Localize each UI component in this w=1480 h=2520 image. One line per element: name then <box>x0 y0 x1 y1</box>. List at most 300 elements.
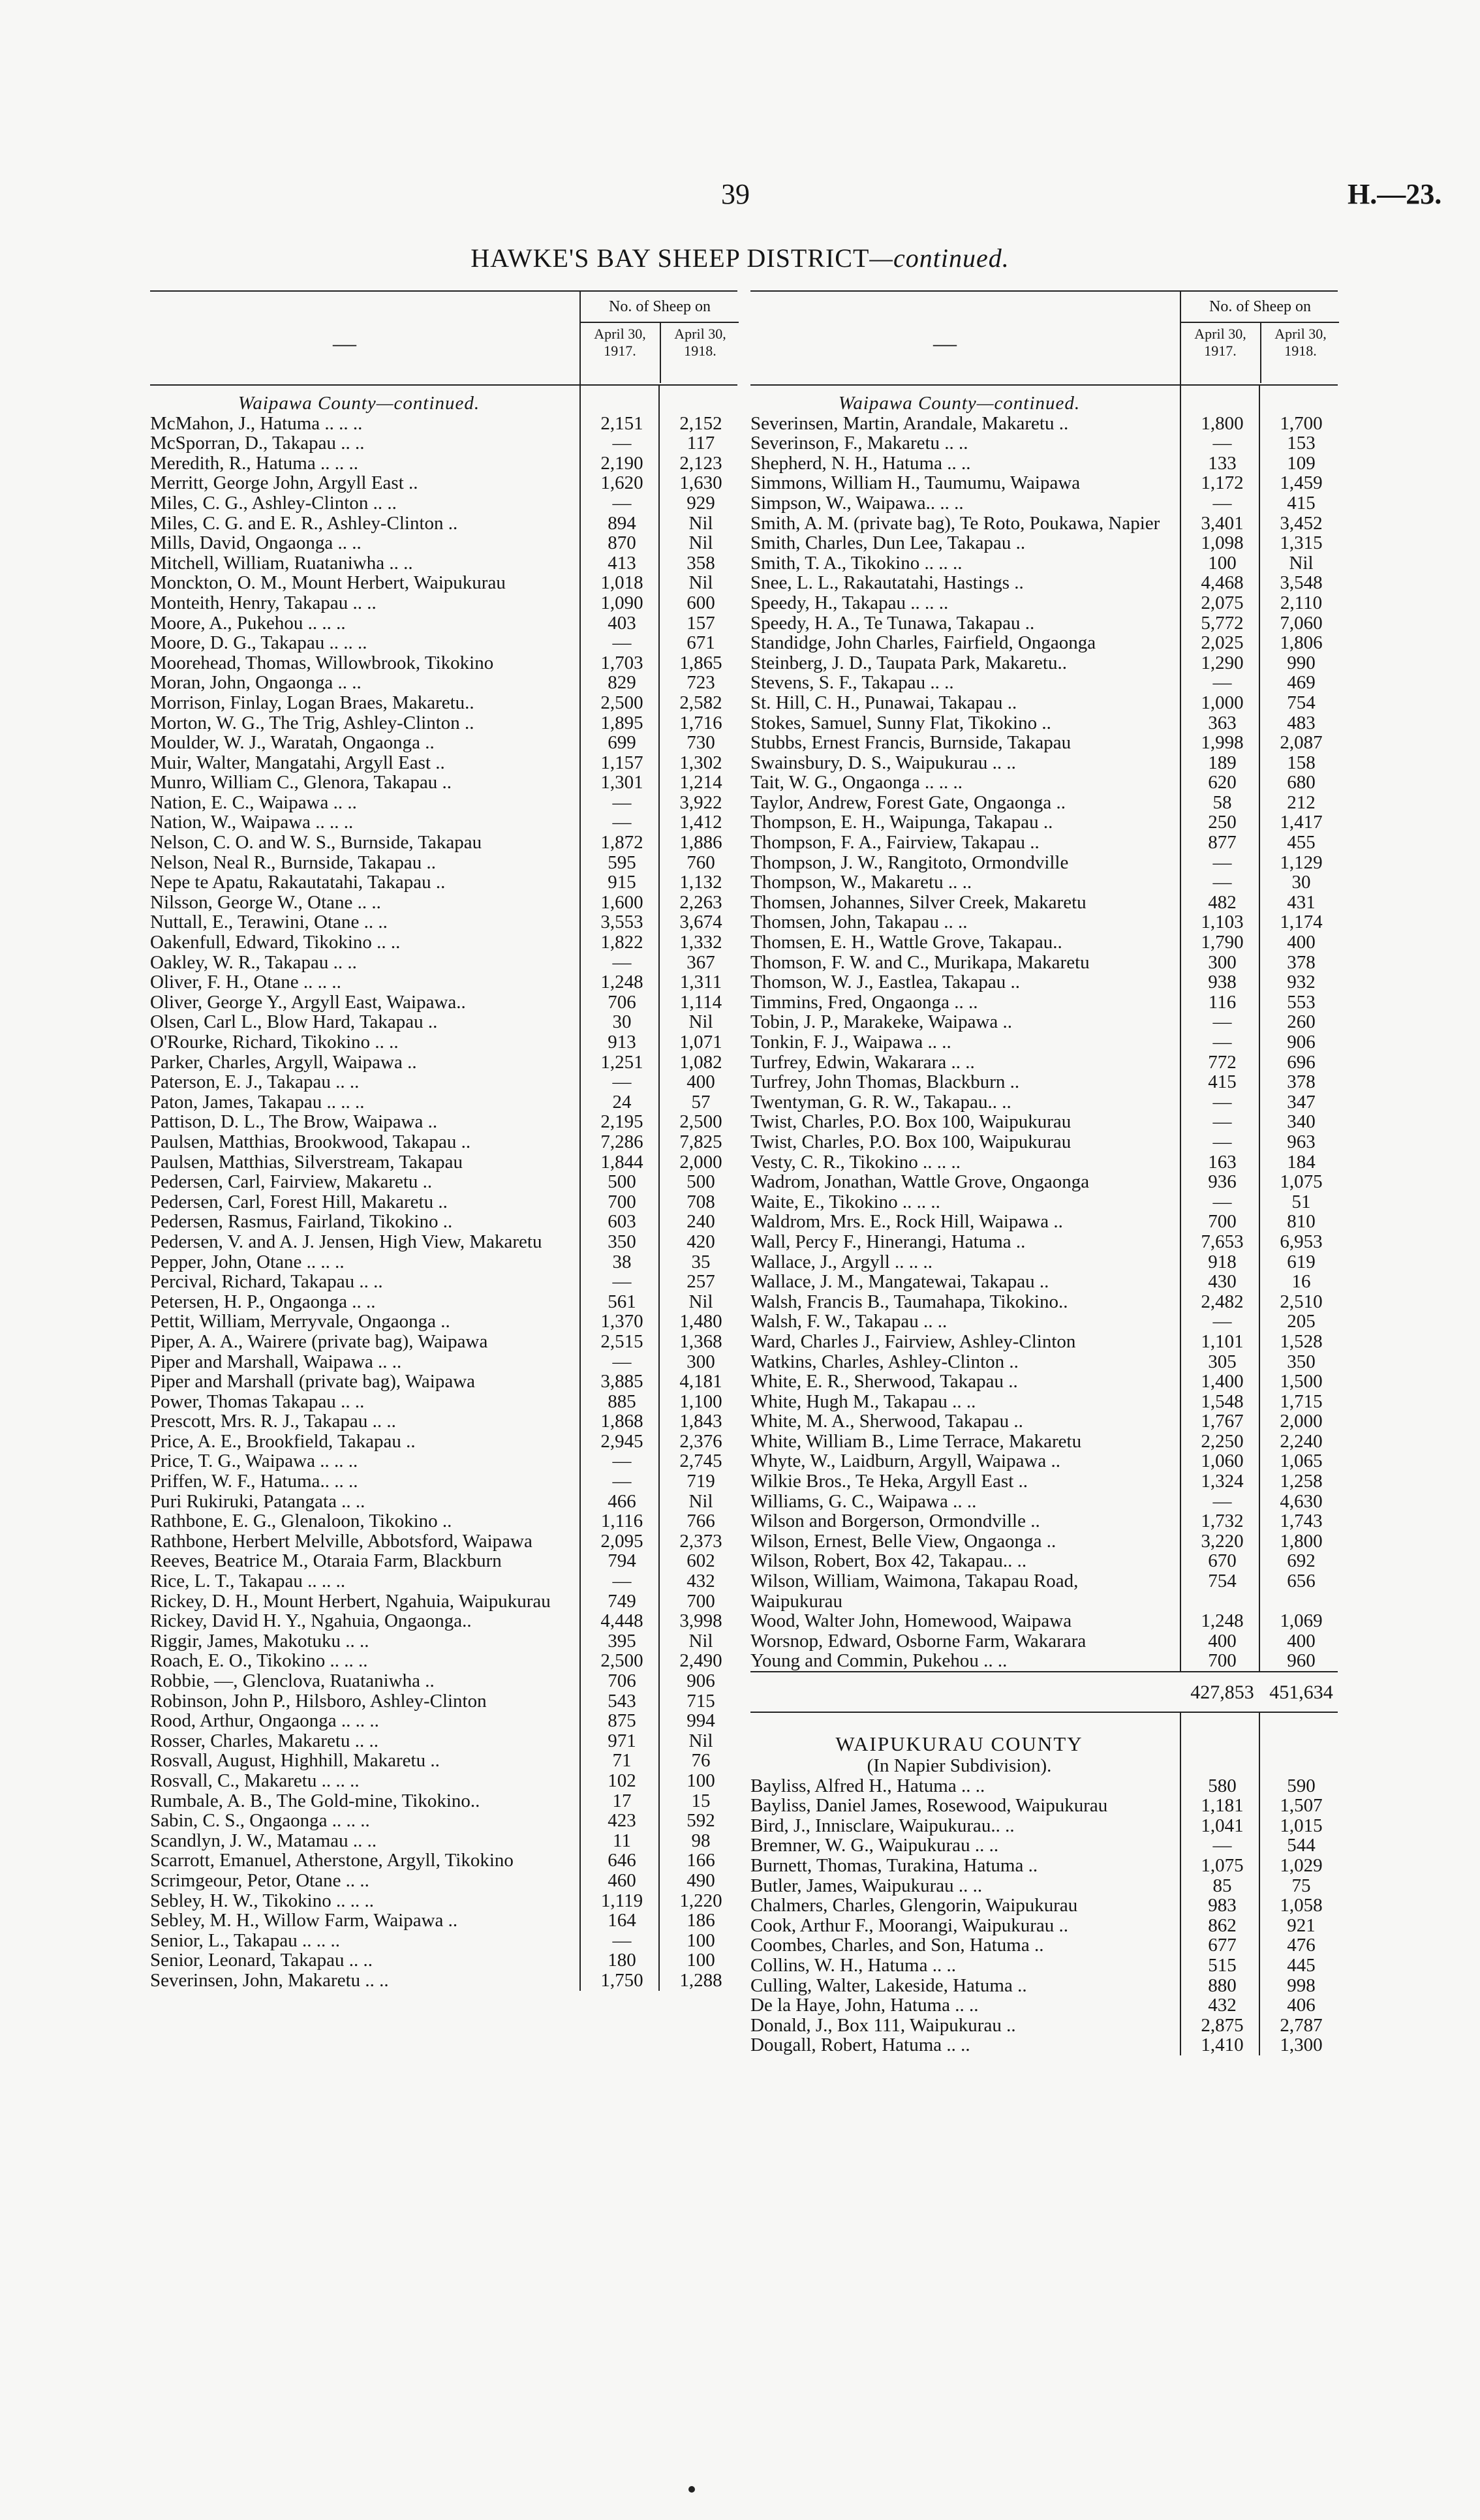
sheep-1918: 963 <box>1287 1131 1316 1152</box>
owner-name: Bayliss, Daniel James, Rosewood, Waipukurau <box>750 1795 1108 1817</box>
table-row <box>750 433 1338 453</box>
sheep-1918: 186 <box>686 1910 715 1931</box>
table-row <box>150 713 737 733</box>
sheep-1917: 1,750 <box>600 1969 643 1991</box>
table-row <box>750 1152 1338 1173</box>
sheep-1917: 85 <box>1212 1875 1232 1896</box>
table-row <box>750 1651 1338 1671</box>
sheep-1918: 406 <box>1287 1995 1316 2016</box>
sheep-1918: 592 <box>686 1810 715 1832</box>
table-row <box>150 1631 737 1652</box>
page-number: 39 <box>721 178 750 210</box>
sheep-1917: 1,324 <box>1201 1471 1244 1492</box>
sheep-1918: 257 <box>686 1271 715 1293</box>
sheep-1918: 109 <box>1287 452 1316 474</box>
sheep-1917: — <box>1212 1091 1232 1113</box>
sheep-1918: 1,743 <box>1280 1511 1323 1532</box>
owner-name: Monckton, O. M., Mount Herbert, Waipukurau <box>150 572 506 594</box>
table-row <box>750 1551 1338 1571</box>
owner-name: Mitchell, William, Ruataniwha .. .. <box>150 552 413 574</box>
owner-name: Oakenfull, Edward, Tikokino .. .. <box>150 932 401 953</box>
table-row <box>750 1172 1338 1192</box>
table-row <box>150 1851 737 1871</box>
owner-name: St. Hill, C. H., Punawai, Takapau .. <box>750 692 1017 713</box>
sheep-1918: 602 <box>686 1550 715 1572</box>
table-row <box>150 1871 737 1891</box>
owner-name: Tobin, J. P., Marakeke, Waipawa .. <box>750 1011 1013 1033</box>
table-row <box>150 1811 737 1831</box>
sheep-1918: 1,214 <box>679 772 722 793</box>
owner-name: Paulsen, Matthias, Silverstream, Takapau <box>150 1151 463 1173</box>
table-row <box>750 932 1338 953</box>
total-row <box>750 1671 1338 1713</box>
sheep-1918: 1,258 <box>1280 1471 1323 1492</box>
sheep-label: No. of Sheep on <box>581 292 739 323</box>
table-row <box>150 1152 737 1173</box>
sheep-1917: 1,172 <box>1201 472 1244 494</box>
owner-name: Worsnop, Edward, Osborne Farm, Wakarara <box>750 1630 1087 1652</box>
table-row <box>750 1976 1338 1996</box>
sheep-1917: — <box>612 1451 632 1472</box>
sheep-1917: 794 <box>608 1550 636 1572</box>
table-row <box>750 773 1338 793</box>
sheep-1918: 2,087 <box>1280 732 1323 754</box>
sheep-1918: 3,452 <box>1280 512 1323 534</box>
sheep-1918: 590 <box>1287 1775 1316 1796</box>
sheep-1917: 1,895 <box>600 712 643 733</box>
sheep-1917: 646 <box>608 1850 636 1871</box>
sheep-1917: 543 <box>608 1690 636 1712</box>
table-row <box>150 1192 737 1212</box>
table-row <box>150 1551 737 1571</box>
sheep-1917: 400 <box>1208 1630 1237 1652</box>
sheep-1917: 1,119 <box>600 1890 643 1911</box>
sheep-1918: 1,507 <box>1280 1795 1323 1817</box>
owner-name: Turfrey, John Thomas, Blackburn .. <box>750 1071 1020 1093</box>
owner-name: Butler, James, Waipukurau .. .. <box>750 1875 983 1896</box>
owner-name: Turfrey, Edwin, Wakarara .. .. <box>750 1051 975 1073</box>
owner-name: Williams, G. C., Waipawa .. .. <box>750 1490 977 1512</box>
sheep-1917: 1,075 <box>1201 1854 1244 1876</box>
table-row <box>150 812 737 833</box>
owner-name: Morton, W. G., The Trig, Ashley-Clinton .. <box>150 712 474 733</box>
owner-name: Nilsson, George W., Otane .. .. <box>150 891 381 913</box>
sheep-1918: 117 <box>686 433 715 454</box>
sheep-1918: 619 <box>1287 1251 1316 1272</box>
waipukurau-table-body <box>750 1713 1338 2055</box>
table-row <box>150 1272 737 1292</box>
table-row <box>150 1950 737 1971</box>
sheep-1917: 403 <box>608 612 636 634</box>
sheep-1918: 3,674 <box>679 912 722 933</box>
table-row <box>750 493 1338 514</box>
sheep-1917: 3,553 <box>600 912 643 933</box>
owner-name: Wilson, Ernest, Belle View, Ongaonga .. <box>750 1530 1056 1552</box>
sheep-1917: 2,151 <box>600 412 643 434</box>
table-row <box>750 972 1338 992</box>
sheep-1918: 1,220 <box>679 1890 722 1911</box>
sheep-1917: 1,800 <box>1201 412 1244 434</box>
table-row <box>750 1816 1338 1836</box>
table-row <box>750 1332 1338 1352</box>
sheep-1918: 2,110 <box>1280 592 1323 613</box>
sheep-1917: — <box>612 1571 632 1592</box>
county-heading <box>750 386 1168 414</box>
owner-name: Roach, E. O., Tikokino .. .. .. <box>150 1650 368 1672</box>
title-main: HAWKE'S BAY SHEEP DISTRICT <box>470 243 870 273</box>
sheep-1918: 2,000 <box>679 1151 722 1173</box>
sheep-1917: 430 <box>1208 1271 1237 1293</box>
table-row <box>150 872 737 893</box>
table-row <box>750 793 1338 813</box>
owner-name: Miles, C. G., Ashley-Clinton .. .. <box>150 492 397 514</box>
owner-name: Rice, L. T., Takapau .. .. .. <box>150 1571 346 1592</box>
owner-name: Dougall, Robert, Hatuma .. .. <box>750 2035 970 2056</box>
table-row <box>750 733 1338 753</box>
table-row <box>750 713 1338 733</box>
sheep-1918: Nil <box>688 1490 713 1512</box>
sheep-1918: 184 <box>1287 1151 1316 1173</box>
owner-name: Price, T. G., Waipawa .. .. .. <box>150 1451 358 1472</box>
table-row <box>150 1212 737 1232</box>
sheep-1918: 1,114 <box>679 991 722 1013</box>
sheep-1917: 913 <box>608 1032 636 1053</box>
sheep-1918: 100 <box>686 1929 715 1951</box>
document-reference: H.—23. <box>1348 178 1442 210</box>
table-row <box>150 573 737 593</box>
sheep-1918: 1,417 <box>1280 812 1323 833</box>
sheep-1917: 1,000 <box>1201 692 1244 713</box>
sheep-1918: 445 <box>1287 1954 1316 1976</box>
owner-name: Rosvall, August, Highhill, Makaretu .. <box>150 1750 440 1772</box>
sheep-1917: 880 <box>1208 1975 1237 1996</box>
owner-name: Meredith, R., Hatuma .. .. .. <box>150 452 358 474</box>
table-row <box>750 1796 1338 1816</box>
sheep-1917: — <box>612 951 632 973</box>
owner-name: Nation, W., Waipawa .. .. .. <box>150 812 354 833</box>
sheep-1918: 1,300 <box>1280 2035 1323 2056</box>
owner-name: Moran, John, Ongaonga .. .. <box>150 672 362 694</box>
owner-name: Wallace, J., Argyll .. .. .. <box>750 1251 933 1272</box>
county-heading <box>150 386 568 414</box>
table-row <box>750 912 1338 932</box>
owner-name: Smith, Charles, Dun Lee, Takapau .. <box>750 532 1026 554</box>
sheep-1918: 4,630 <box>1280 1490 1323 1512</box>
sheep-1918: 469 <box>1287 672 1316 694</box>
sheep-1917: — <box>1212 672 1232 694</box>
sheep-1918: 240 <box>686 1211 715 1233</box>
sheep-1917: 2,250 <box>1201 1430 1244 1452</box>
sheep-1917: 1,822 <box>600 932 643 953</box>
owner-name: Twist, Charles, P.O. Box 100, Waipukurau <box>750 1131 1071 1152</box>
table-row <box>750 1995 1338 2016</box>
sheep-1917: 877 <box>1208 832 1237 853</box>
sheep-1917: 894 <box>608 512 636 534</box>
sheep-1918: 1,716 <box>679 712 722 733</box>
table-row <box>750 1092 1338 1113</box>
sheep-1917: 700 <box>1208 1211 1237 1233</box>
table-row <box>750 673 1338 693</box>
owner-name: Mills, David, Ongaonga .. .. <box>150 532 362 554</box>
owner-name: Thomsen, E. H., Wattle Grove, Takapau.. <box>750 932 1062 953</box>
owner-name: Prescott, Mrs. R. J., Takapau .. .. <box>150 1411 396 1432</box>
sheep-1917: 3,885 <box>600 1371 643 1392</box>
owner-name: Pettit, William, Merryvale, Ongaonga .. <box>150 1311 450 1332</box>
sheep-1918: 2,490 <box>679 1650 722 1672</box>
table-row <box>150 1611 737 1631</box>
owner-name: Nelson, C. O. and W. S., Burnside, Takapau <box>150 832 482 853</box>
sheep-1917: 2,190 <box>600 452 643 474</box>
sheep-1918: 1,843 <box>679 1411 722 1432</box>
table-row <box>150 1352 737 1372</box>
sheep-1917: 2,482 <box>1201 1291 1244 1312</box>
sheep-1917: — <box>1212 852 1232 873</box>
sheep-1918: 1,500 <box>1280 1371 1323 1392</box>
table-row <box>150 1651 737 1671</box>
sheep-1917: 2,095 <box>600 1530 643 1552</box>
sheep-1917: 580 <box>1208 1775 1237 1796</box>
owner-name: Piper, A. A., Wairere (private bag), Waipawa <box>150 1330 488 1352</box>
owner-name: Senior, Leonard, Takapau .. .. <box>150 1950 373 1971</box>
table-row <box>150 514 737 534</box>
sheep-1918: 2,152 <box>679 412 722 434</box>
sheep-1917: 1,998 <box>1201 732 1244 754</box>
owner-name: Scandlyn, J. W., Matamau .. .. <box>150 1830 377 1851</box>
owner-name: Collins, W. H., Hatuma .. .. <box>750 1954 956 1976</box>
title-suffix: —continued. <box>869 243 1010 273</box>
sheep-1918: 990 <box>1287 652 1316 673</box>
sheep-1918: 347 <box>1287 1091 1316 1113</box>
sheep-1918: 1,069 <box>1280 1610 1323 1632</box>
owner-name: Piper and Marshall, Waipawa .. .. <box>150 1351 402 1372</box>
owner-name: Donald, J., Box 111, Waipukurau .. <box>750 2014 1016 2036</box>
sheep-1917: 11 <box>613 1830 631 1851</box>
sheep-1918: 696 <box>1287 1051 1316 1073</box>
sheep-1918: 75 <box>1291 1875 1311 1896</box>
waipukurau-subheading: (In Napier Subdivision). <box>867 1755 1052 1776</box>
owner-name: Sebley, H. W., Tikokino .. .. .. <box>150 1890 374 1911</box>
sheep-1918: 715 <box>686 1690 715 1712</box>
sheep-1918: 906 <box>1287 1032 1316 1053</box>
sheep-1918: 2,240 <box>1280 1430 1323 1452</box>
sheep-1917: — <box>1212 1131 1232 1152</box>
owner-name: Olsen, Carl L., Blow Hard, Takapau .. <box>150 1011 438 1033</box>
owner-name: Robbie, —, Glenclova, Ruataniwha .. <box>150 1670 435 1691</box>
owner-name: Wall, Percy F., Hinerangi, Hatuma .. <box>750 1231 1026 1252</box>
owner-name: Pedersen, Carl, Fairview, Makaretu .. <box>150 1171 433 1193</box>
sheep-1917: — <box>612 812 632 833</box>
sheep-1918: 960 <box>1287 1650 1316 1672</box>
owner-name: Thompson, F. A., Fairview, Takapau .. <box>750 832 1040 853</box>
sheep-1918: 16 <box>1291 1271 1311 1293</box>
table-row <box>750 1392 1338 1412</box>
sheep-1918: 723 <box>686 672 715 694</box>
sheep-1918: 1,129 <box>1280 852 1323 873</box>
owner-name: Thompson, J. W., Rangitoto, Ormondville <box>750 852 1069 873</box>
table-row <box>150 1471 737 1492</box>
table-row <box>150 1531 737 1552</box>
sheep-1917: 983 <box>1208 1895 1237 1916</box>
sheep-1918: 100 <box>686 1770 715 1791</box>
table-row <box>750 533 1338 553</box>
sheep-1917: 515 <box>1208 1954 1237 1976</box>
sheep-1917: 620 <box>1208 772 1237 793</box>
sheep-1917: 862 <box>1208 1914 1237 1936</box>
table-row <box>150 1411 737 1432</box>
table-row <box>150 833 737 853</box>
sheep-1917: 670 <box>1208 1550 1237 1572</box>
sheep-1917: 677 <box>1208 1935 1237 1956</box>
sheep-1917: 971 <box>608 1730 636 1751</box>
table-row <box>150 1172 737 1192</box>
sheep-1918: 1,288 <box>679 1969 722 1991</box>
owner-name: Moulder, W. J., Waratah, Ongaonga .. <box>150 732 435 754</box>
sheep-count-header <box>1180 292 1339 384</box>
table-row <box>750 414 1338 434</box>
header-dash: — <box>933 330 957 356</box>
owner-name: Tait, W. G., Ongaonga .. .. .. <box>750 772 963 793</box>
sheep-1918: 921 <box>1287 1914 1316 1936</box>
table-row <box>750 1631 1338 1652</box>
owner-name: McMahon, J., Hatuma .. .. .. <box>150 412 363 434</box>
owner-name: Price, A. E., Brookfield, Takapau .. <box>150 1430 416 1452</box>
owner-name: De la Haye, John, Hatuma .. .. <box>750 1995 979 2016</box>
sheep-1917: 395 <box>608 1630 636 1652</box>
table-row <box>750 1411 1338 1432</box>
table-row <box>150 793 737 813</box>
sheep-1917: 133 <box>1208 452 1237 474</box>
sheep-1917: 24 <box>612 1091 632 1113</box>
sheep-1918: 158 <box>1287 752 1316 773</box>
year-1918-header: April 30, 1918. <box>1260 323 1340 383</box>
sheep-1918: 1,800 <box>1280 1530 1323 1552</box>
owner-name: Paton, James, Takapau .. .. .. <box>150 1091 365 1113</box>
sheep-1917: 699 <box>608 732 636 754</box>
sheep-1917: 116 <box>1208 991 1237 1013</box>
sheep-1917: 482 <box>1208 891 1237 913</box>
owner-name: Young and Commin, Pukehou .. .. <box>750 1650 1008 1672</box>
table-header <box>150 290 737 386</box>
sheep-1918: 7,825 <box>679 1131 722 1152</box>
table-row <box>150 593 737 613</box>
owner-name: Whyte, W., Laidburn, Argyll, Waipawa .. <box>750 1451 1061 1472</box>
sheep-1917: — <box>1212 433 1232 454</box>
table-row <box>750 473 1338 493</box>
sheep-1917: 2,500 <box>600 692 643 713</box>
owner-name: Twentyman, G. R. W., Takapau.. .. <box>750 1091 1011 1113</box>
sheep-1918: 3,922 <box>679 791 722 813</box>
sheep-1917: 2,075 <box>1201 592 1244 613</box>
sheep-1918: 760 <box>686 852 715 873</box>
sheep-1918: 1,311 <box>679 972 722 993</box>
owner-name: Taylor, Andrew, Forest Gate, Ongaonga .. <box>750 791 1066 813</box>
owner-name: Vesty, C. R., Tikokino .. .. .. <box>750 1151 961 1173</box>
owner-name: Speedy, H., Takapau .. .. .. <box>750 592 949 613</box>
owner-name: Power, Thomas Takapau .. .. <box>150 1391 365 1412</box>
owner-name: Wadrom, Jonathan, Wattle Grove, Ongaonga <box>750 1171 1090 1193</box>
sheep-1917: — <box>612 791 632 813</box>
sheep-1918: 1,886 <box>679 832 722 853</box>
sheep-1917: — <box>612 1471 632 1492</box>
owner-name: Coombes, Charles, and Son, Hatuma .. <box>750 1935 1044 1956</box>
owner-name: Rumbale, A. B., The Gold-mine, Tikokino.. <box>150 1790 480 1811</box>
sheep-1918: 476 <box>1287 1935 1316 1956</box>
table-row <box>750 1352 1338 1372</box>
owner-name: Chalmers, Charles, Glengorin, Waipukurau <box>750 1895 1078 1916</box>
owner-name: Wilkie Bros., Te Heka, Argyll East .. <box>750 1471 1028 1492</box>
sheep-1917: 164 <box>608 1910 636 1931</box>
sheep-1917: 250 <box>1208 812 1237 833</box>
sheep-1918: 15 <box>691 1790 711 1811</box>
owner-name: McSporran, D., Takapau .. .. <box>150 433 365 454</box>
sheep-1918: Nil <box>688 512 713 534</box>
owner-name: Riggir, James, Makotuku .. .. <box>150 1630 369 1652</box>
sheep-1918: 656 <box>1287 1571 1316 1592</box>
table-row <box>150 533 737 553</box>
table-row <box>150 414 737 434</box>
sheep-1917: 1,703 <box>600 652 643 673</box>
owner-name: White, William B., Lime Terrace, Makaretu <box>750 1430 1082 1452</box>
sheep-1918: 754 <box>1287 692 1316 713</box>
owner-name: Shepherd, N. H., Hatuma .. .. <box>750 452 971 474</box>
sheep-1917: 189 <box>1208 752 1237 773</box>
table-row <box>750 633 1338 653</box>
sheep-1917: 3,220 <box>1201 1530 1244 1552</box>
owner-name: Simpson, W., Waipawa.. .. .. <box>750 492 964 514</box>
table-row <box>150 1571 737 1591</box>
table-row <box>150 932 737 953</box>
table-row <box>750 1876 1338 1896</box>
sheep-1917: 163 <box>1208 1151 1237 1173</box>
table-row <box>150 1711 737 1731</box>
sheep-1918: Nil <box>688 1730 713 1751</box>
sheep-1918: 420 <box>686 1231 715 1252</box>
table-row <box>750 1611 1338 1631</box>
table-row <box>750 853 1338 873</box>
table-row <box>150 1771 737 1791</box>
table-row <box>150 1831 737 1851</box>
sheep-1917: 2,515 <box>600 1330 643 1352</box>
sheep-1918: Nil <box>688 572 713 594</box>
owner-name: Severinsen, Martin, Arandale, Makaretu .. <box>750 412 1069 434</box>
sheep-1917: 829 <box>608 672 636 694</box>
sheep-1918: 1,132 <box>679 872 722 893</box>
sheep-1918: 378 <box>1287 1071 1316 1093</box>
owner-name: Pedersen, V. and A. J. Jensen, High View, Makaretu <box>150 1231 542 1252</box>
table-row <box>150 1072 737 1092</box>
sheep-1917: 870 <box>608 532 636 554</box>
sheep-1918: Nil <box>688 532 713 554</box>
table-row <box>150 992 737 1013</box>
sheep-1917: 938 <box>1208 972 1237 993</box>
table-row <box>150 1791 737 1811</box>
table-row <box>150 1132 737 1152</box>
table-row <box>150 1112 737 1132</box>
sheep-1917: — <box>1212 1191 1232 1212</box>
owner-name: Nuttall, E., Terawini, Otane .. .. <box>150 912 388 933</box>
owner-name: Culling, Walter, Lakeside, Hatuma .. <box>750 1975 1027 1996</box>
sheep-1918: Nil <box>688 1011 713 1033</box>
sheep-1917: — <box>1212 1011 1232 1033</box>
sheep-1917: 1,098 <box>1201 532 1244 554</box>
sheep-1918: 708 <box>686 1191 715 1212</box>
sheep-1918: 1,700 <box>1280 412 1323 434</box>
table-row <box>750 1072 1338 1092</box>
owner-name: Robinson, John P., Hilsboro, Ashley-Clinton <box>150 1690 487 1712</box>
sheep-1917: 460 <box>608 1869 636 1891</box>
sheep-1917: 561 <box>608 1291 636 1312</box>
sheep-1918: 51 <box>1291 1191 1311 1212</box>
